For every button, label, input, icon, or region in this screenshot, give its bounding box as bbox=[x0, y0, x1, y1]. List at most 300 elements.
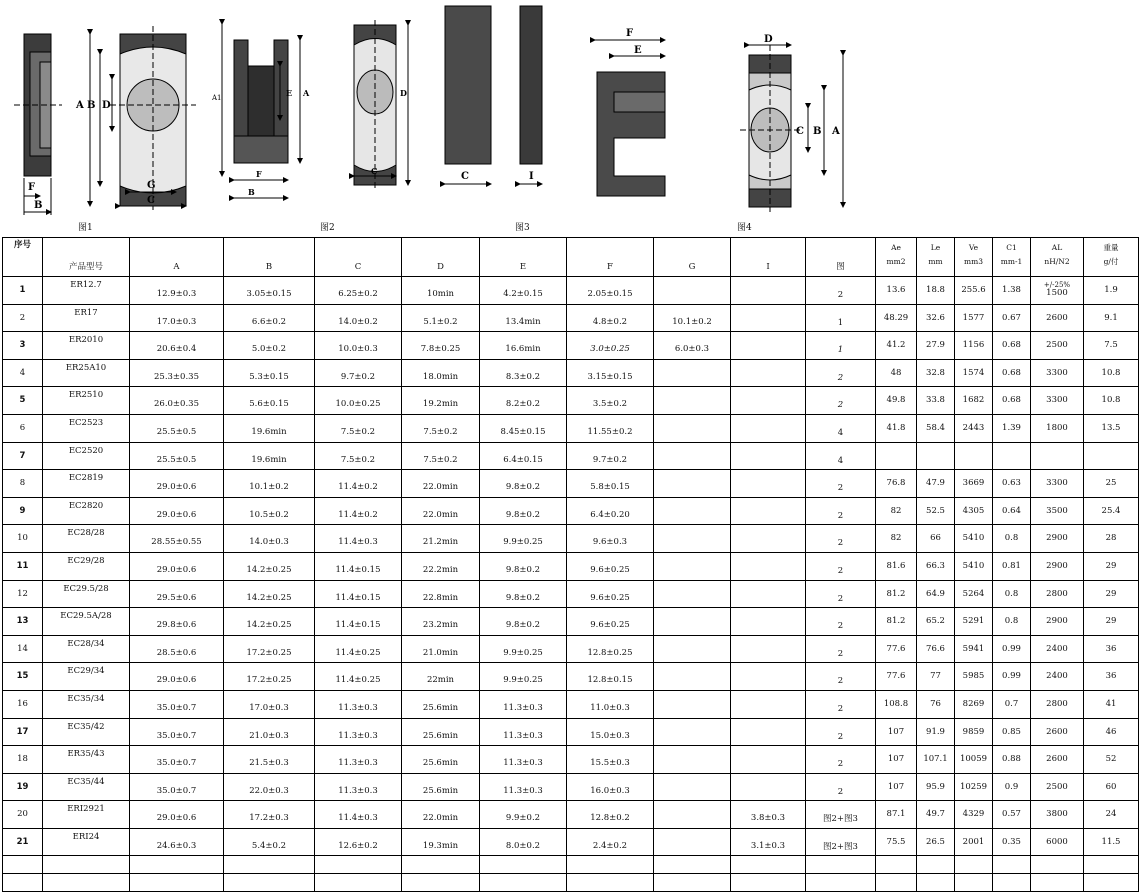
table-row bbox=[3, 414, 1139, 442]
cell-c1: 0.88 bbox=[993, 746, 1031, 774]
cell-dim-b: 17.2±0.3 bbox=[224, 801, 315, 829]
cell-model: ERI24 bbox=[43, 828, 130, 856]
cell-dim-g bbox=[654, 359, 731, 387]
cell-weight: 24 bbox=[1084, 801, 1139, 829]
cell-weight: 60 bbox=[1084, 773, 1139, 801]
cell-dim-b: 14.2±0.25 bbox=[224, 552, 315, 580]
cell-figure: 2 bbox=[806, 525, 876, 553]
cell-dim-f: 12.8±0.15 bbox=[567, 663, 654, 691]
cell-dim-e: 9.9±0.25 bbox=[480, 663, 567, 691]
cell-dim-f: 9.6±0.3 bbox=[567, 525, 654, 553]
cell-dim-d: 22.0min bbox=[402, 801, 480, 829]
cell-dim-b: 5.0±0.2 bbox=[224, 332, 315, 360]
cell-dim-i bbox=[731, 635, 806, 663]
cell-dim-i bbox=[731, 359, 806, 387]
cell-dim-e: 6.4±0.15 bbox=[480, 442, 567, 470]
cell-dim-b: 17.2±0.25 bbox=[224, 663, 315, 691]
cell-dim-b: 17.2±0.25 bbox=[224, 635, 315, 663]
cell-index: 13 bbox=[3, 608, 43, 636]
cell-dim-e: 16.6min bbox=[480, 332, 567, 360]
cell-model: EC35/42 bbox=[43, 718, 130, 746]
cell-dim-i bbox=[731, 497, 806, 525]
table-row bbox=[3, 470, 1139, 498]
core-drawings bbox=[0, 0, 1140, 236]
cell-dim-e: 9.8±0.2 bbox=[480, 608, 567, 636]
blank-cell bbox=[917, 856, 955, 874]
blank-cell bbox=[1084, 856, 1139, 874]
cell-dim-a: 35.0±0.7 bbox=[130, 773, 224, 801]
cell-ae: 48 bbox=[876, 359, 917, 387]
cell-dim-c: 11.4±0.3 bbox=[315, 525, 402, 553]
fig1-label-c: C bbox=[147, 195, 155, 206]
cell-le: 66 bbox=[917, 525, 955, 553]
cell-dim-g bbox=[654, 690, 731, 718]
cell-dim-g bbox=[654, 442, 731, 470]
cell-index: 10 bbox=[3, 525, 43, 553]
cell-dim-i bbox=[731, 746, 806, 774]
cell-figure: 2 bbox=[806, 497, 876, 525]
cell-figure: 1 bbox=[806, 332, 876, 360]
cell-al: 3300 bbox=[1031, 387, 1084, 415]
cell-dim-e: 9.8±0.2 bbox=[480, 580, 567, 608]
header-al: AL nH/N2 bbox=[1031, 238, 1084, 277]
cell-weight: 9.1 bbox=[1084, 304, 1139, 332]
cell-model: EC35/34 bbox=[43, 690, 130, 718]
fig1-label-d: D bbox=[102, 100, 111, 111]
header-b: B bbox=[224, 238, 315, 277]
fig2b-label-d: D bbox=[400, 88, 407, 98]
cell-dim-g bbox=[654, 580, 731, 608]
table-row bbox=[3, 690, 1139, 718]
cell-dim-d: 22.0min bbox=[402, 497, 480, 525]
cell-le: 58.4 bbox=[917, 414, 955, 442]
blank-cell bbox=[1031, 874, 1084, 892]
table-row bbox=[3, 801, 1139, 829]
cell-weight: 29 bbox=[1084, 608, 1139, 636]
cell-dim-i bbox=[731, 718, 806, 746]
cell-dim-i bbox=[731, 773, 806, 801]
cell-index: 6 bbox=[3, 414, 43, 442]
cell-le: 65.2 bbox=[917, 608, 955, 636]
cell-dim-a: 25.5±0.5 bbox=[130, 442, 224, 470]
cell-weight: 29 bbox=[1084, 580, 1139, 608]
cell-dim-e: 9.9±0.25 bbox=[480, 525, 567, 553]
cell-c1: 1.39 bbox=[993, 414, 1031, 442]
cell-c1: 1.38 bbox=[993, 277, 1031, 305]
cell-c1: 0.57 bbox=[993, 801, 1031, 829]
cell-ve bbox=[955, 442, 993, 470]
cell-dim-b: 19.6min bbox=[224, 414, 315, 442]
table-row bbox=[3, 277, 1139, 305]
cell-le: 52.5 bbox=[917, 497, 955, 525]
cell-ve: 1577 bbox=[955, 304, 993, 332]
cell-ve: 1156 bbox=[955, 332, 993, 360]
cell-dim-a: 28.55±0.55 bbox=[130, 525, 224, 553]
header-a: A bbox=[130, 238, 224, 277]
cell-le: 18.8 bbox=[917, 277, 955, 305]
table-row bbox=[3, 663, 1139, 691]
cell-dim-a: 28.5±0.6 bbox=[130, 635, 224, 663]
table-row bbox=[3, 332, 1139, 360]
cell-ve: 2001 bbox=[955, 828, 993, 856]
cell-model: ER35/43 bbox=[43, 746, 130, 774]
blank-cell bbox=[3, 856, 43, 874]
cell-weight: 52 bbox=[1084, 746, 1139, 774]
cell-model: EC35/44 bbox=[43, 773, 130, 801]
cell-ve: 5941 bbox=[955, 635, 993, 663]
cell-model: EC2520 bbox=[43, 442, 130, 470]
figure-caption-1: 图1 bbox=[78, 223, 93, 233]
cell-dim-c: 6.25±0.2 bbox=[315, 277, 402, 305]
cell-c1: 0.85 bbox=[993, 718, 1031, 746]
cell-dim-c: 7.5±0.2 bbox=[315, 414, 402, 442]
cell-dim-f: 16.0±0.3 bbox=[567, 773, 654, 801]
cell-ae: 77.6 bbox=[876, 635, 917, 663]
cell-ve: 5410 bbox=[955, 552, 993, 580]
cell-dim-g: 6.0±0.3 bbox=[654, 332, 731, 360]
cell-al: 2500 bbox=[1031, 773, 1084, 801]
cell-dim-i bbox=[731, 442, 806, 470]
cell-index: 5 bbox=[3, 387, 43, 415]
cell-dim-f: 11.0±0.3 bbox=[567, 690, 654, 718]
cell-dim-c: 11.3±0.3 bbox=[315, 718, 402, 746]
header-d: D bbox=[402, 238, 480, 277]
cell-al: 6000 bbox=[1031, 828, 1084, 856]
cell-dim-c: 11.4±0.15 bbox=[315, 552, 402, 580]
cell-le: 76.6 bbox=[917, 635, 955, 663]
table-row bbox=[3, 773, 1139, 801]
cell-model: EC2820 bbox=[43, 497, 130, 525]
cell-ae: 49.8 bbox=[876, 387, 917, 415]
cell-weight: 13.5 bbox=[1084, 414, 1139, 442]
cell-weight bbox=[1084, 442, 1139, 470]
table-row bbox=[3, 525, 1139, 553]
al-tolerance-note: +/-25% bbox=[1043, 280, 1071, 289]
cell-dim-b: 3.05±0.15 bbox=[224, 277, 315, 305]
header-model: 产品型号 bbox=[43, 238, 130, 277]
cell-dim-e: 4.2±0.15 bbox=[480, 277, 567, 305]
cell-dim-d: 22.2min bbox=[402, 552, 480, 580]
cell-index: 8 bbox=[3, 470, 43, 498]
fig4a-label-f: F bbox=[626, 28, 634, 39]
table-row bbox=[3, 828, 1139, 856]
cell-figure: 4 bbox=[806, 442, 876, 470]
cell-c1: 0.81 bbox=[993, 552, 1031, 580]
cell-dim-d: 25.6min bbox=[402, 690, 480, 718]
cell-figure: 2 bbox=[806, 773, 876, 801]
cell-weight: 11.5 bbox=[1084, 828, 1139, 856]
cell-weight: 29 bbox=[1084, 552, 1139, 580]
cell-dim-c: 10.0±0.25 bbox=[315, 387, 402, 415]
cell-ve: 10059 bbox=[955, 746, 993, 774]
cell-index: 19 bbox=[3, 773, 43, 801]
fig2b-label-c: C bbox=[371, 166, 378, 176]
blank-row bbox=[3, 874, 1139, 892]
cell-weight: 1.9 bbox=[1084, 277, 1139, 305]
cell-dim-c: 11.3±0.3 bbox=[315, 746, 402, 774]
cell-ve: 1574 bbox=[955, 359, 993, 387]
cell-model: ER25A10 bbox=[43, 359, 130, 387]
blank-cell bbox=[806, 856, 876, 874]
cell-dim-g bbox=[654, 470, 731, 498]
cell-index: 15 bbox=[3, 663, 43, 691]
cell-dim-b: 14.2±0.25 bbox=[224, 580, 315, 608]
header-i: I bbox=[731, 238, 806, 277]
cell-dim-i bbox=[731, 690, 806, 718]
cell-dim-a: 24.6±0.3 bbox=[130, 828, 224, 856]
table-row bbox=[3, 746, 1139, 774]
blank-cell bbox=[43, 874, 130, 892]
cell-ae bbox=[876, 442, 917, 470]
header-f: F bbox=[567, 238, 654, 277]
cell-weight: 25 bbox=[1084, 470, 1139, 498]
cell-weight: 25.4 bbox=[1084, 497, 1139, 525]
cell-figure: 2 bbox=[806, 470, 876, 498]
blank-cell bbox=[654, 874, 731, 892]
cell-dim-c: 11.4±0.15 bbox=[315, 608, 402, 636]
cell-weight: 10.8 bbox=[1084, 359, 1139, 387]
cell-dim-g bbox=[654, 663, 731, 691]
cell-dim-i bbox=[731, 470, 806, 498]
cell-model: EC29.5/28 bbox=[43, 580, 130, 608]
cell-dim-c: 11.4±0.2 bbox=[315, 497, 402, 525]
cell-al: 3300 bbox=[1031, 470, 1084, 498]
blank-cell bbox=[955, 874, 993, 892]
cell-ae: 75.5 bbox=[876, 828, 917, 856]
cell-dim-d: 5.1±0.2 bbox=[402, 304, 480, 332]
cell-dim-d: 23.2min bbox=[402, 608, 480, 636]
blank-cell bbox=[654, 856, 731, 874]
cell-figure: 2 bbox=[806, 387, 876, 415]
cell-al: 3800 bbox=[1031, 801, 1084, 829]
cell-dim-a: 29.0±0.6 bbox=[130, 470, 224, 498]
cell-le bbox=[917, 442, 955, 470]
cell-dim-i bbox=[731, 608, 806, 636]
cell-dim-a: 20.6±0.4 bbox=[130, 332, 224, 360]
cell-ve: 8269 bbox=[955, 690, 993, 718]
cell-index: 14 bbox=[3, 635, 43, 663]
cell-al: 1800 bbox=[1031, 414, 1084, 442]
fig1-label-g: G bbox=[147, 180, 156, 191]
cell-dim-i bbox=[731, 663, 806, 691]
cell-dim-f: 9.7±0.2 bbox=[567, 442, 654, 470]
cell-dim-b: 21.5±0.3 bbox=[224, 746, 315, 774]
table-row bbox=[3, 387, 1139, 415]
cell-dim-c: 12.6±0.2 bbox=[315, 828, 402, 856]
cell-dim-b: 19.6min bbox=[224, 442, 315, 470]
cell-dim-i: 3.1±0.3 bbox=[731, 828, 806, 856]
cell-le: 95.9 bbox=[917, 773, 955, 801]
cell-dim-b: 5.4±0.2 bbox=[224, 828, 315, 856]
cell-al: 2600 bbox=[1031, 746, 1084, 774]
cell-model: EC2819 bbox=[43, 470, 130, 498]
cell-al: 2600 bbox=[1031, 718, 1084, 746]
table-row bbox=[3, 552, 1139, 580]
cell-dim-a: 25.5±0.5 bbox=[130, 414, 224, 442]
cell-dim-g bbox=[654, 773, 731, 801]
cell-ae: 107 bbox=[876, 718, 917, 746]
figure-4b-drawing bbox=[740, 45, 843, 212]
fig1-label-a: A bbox=[76, 100, 84, 111]
cell-dim-c: 14.0±0.2 bbox=[315, 304, 402, 332]
cell-weight: 28 bbox=[1084, 525, 1139, 553]
cell-model: ER17 bbox=[43, 304, 130, 332]
cell-index: 1 bbox=[3, 277, 43, 305]
cell-dim-b: 14.2±0.25 bbox=[224, 608, 315, 636]
cell-ae: 81.6 bbox=[876, 552, 917, 580]
fig1-label-b: B bbox=[87, 100, 96, 111]
cell-dim-d: 22.8min bbox=[402, 580, 480, 608]
blank-cell bbox=[224, 856, 315, 874]
cell-weight: 7.5 bbox=[1084, 332, 1139, 360]
blank-cell bbox=[402, 874, 480, 892]
cell-c1 bbox=[993, 442, 1031, 470]
cell-dim-d: 22min bbox=[402, 663, 480, 691]
cell-index: 3 bbox=[3, 332, 43, 360]
cell-le: 77 bbox=[917, 663, 955, 691]
cell-ve: 2443 bbox=[955, 414, 993, 442]
cell-figure: 2 bbox=[806, 746, 876, 774]
cell-c1: 0.68 bbox=[993, 387, 1031, 415]
fig4a-label-e: E bbox=[634, 45, 642, 56]
cell-dim-a: 26.0±0.35 bbox=[130, 387, 224, 415]
cell-ae: 41.8 bbox=[876, 414, 917, 442]
blank-cell bbox=[224, 874, 315, 892]
cell-dim-g bbox=[654, 387, 731, 415]
cell-dim-a: 29.0±0.6 bbox=[130, 497, 224, 525]
cell-ve: 4329 bbox=[955, 801, 993, 829]
cell-dim-c: 11.4±0.3 bbox=[315, 801, 402, 829]
cell-al: 3300 bbox=[1031, 359, 1084, 387]
cell-dim-f: 11.55±0.2 bbox=[567, 414, 654, 442]
cell-dim-e: 11.3±0.3 bbox=[480, 718, 567, 746]
cell-dim-b: 22.0±0.3 bbox=[224, 773, 315, 801]
cell-dim-g bbox=[654, 414, 731, 442]
cell-dim-f: 12.8±0.25 bbox=[567, 635, 654, 663]
fig4b-label-c: C bbox=[796, 126, 804, 137]
cell-ae: 107 bbox=[876, 746, 917, 774]
cell-figure: 2 bbox=[806, 359, 876, 387]
blank-cell bbox=[130, 874, 224, 892]
cell-dim-i bbox=[731, 580, 806, 608]
blank-cell bbox=[1084, 874, 1139, 892]
cell-dim-a: 29.8±0.6 bbox=[130, 608, 224, 636]
cell-dim-d: 7.5±0.2 bbox=[402, 442, 480, 470]
cell-dim-f: 3.5±0.2 bbox=[567, 387, 654, 415]
cell-dim-g bbox=[654, 525, 731, 553]
cell-c1: 0.7 bbox=[993, 690, 1031, 718]
cell-index: 17 bbox=[3, 718, 43, 746]
cell-dim-c: 11.3±0.3 bbox=[315, 773, 402, 801]
cell-weight: 46 bbox=[1084, 718, 1139, 746]
cell-dim-f: 9.6±0.25 bbox=[567, 608, 654, 636]
cell-figure: 2 bbox=[806, 580, 876, 608]
cell-dim-g bbox=[654, 277, 731, 305]
cell-dim-e: 9.8±0.2 bbox=[480, 552, 567, 580]
cell-ae: 82 bbox=[876, 525, 917, 553]
table-row bbox=[3, 580, 1139, 608]
cell-figure: 2 bbox=[806, 663, 876, 691]
cell-le: 26.5 bbox=[917, 828, 955, 856]
blank-cell bbox=[731, 874, 806, 892]
cell-figure: 1 bbox=[806, 304, 876, 332]
blank-cell bbox=[43, 856, 130, 874]
cell-dim-e: 8.45±0.15 bbox=[480, 414, 567, 442]
cell-dim-f: 3.15±0.15 bbox=[567, 359, 654, 387]
blank-cell bbox=[993, 874, 1031, 892]
cell-index: 18 bbox=[3, 746, 43, 774]
cell-figure: 2 bbox=[806, 552, 876, 580]
cell-dim-d: 19.2min bbox=[402, 387, 480, 415]
blank-cell bbox=[876, 856, 917, 874]
cell-dim-e: 8.0±0.2 bbox=[480, 828, 567, 856]
blank-cell bbox=[806, 874, 876, 892]
cell-dim-f: 12.8±0.2 bbox=[567, 801, 654, 829]
cell-dim-a: 35.0±0.7 bbox=[130, 746, 224, 774]
figure-1-drawing bbox=[14, 26, 196, 215]
cell-dim-g bbox=[654, 718, 731, 746]
cell-le: 32.8 bbox=[917, 359, 955, 387]
cell-dim-b: 10.5±0.2 bbox=[224, 497, 315, 525]
fig2-label-b: B bbox=[248, 187, 255, 197]
cell-dim-a: 29.0±0.6 bbox=[130, 663, 224, 691]
cell-model: ER2510 bbox=[43, 387, 130, 415]
figure-4a-drawing bbox=[595, 40, 665, 196]
cell-c1: 0.8 bbox=[993, 525, 1031, 553]
table-header-row bbox=[3, 238, 1139, 277]
cell-dim-g: 10.1±0.2 bbox=[654, 304, 731, 332]
cell-al: 2900 bbox=[1031, 525, 1084, 553]
cell-dim-f: 5.8±0.15 bbox=[567, 470, 654, 498]
cell-dim-b: 6.6±0.2 bbox=[224, 304, 315, 332]
cell-dim-d: 7.8±0.25 bbox=[402, 332, 480, 360]
cell-dim-i bbox=[731, 304, 806, 332]
cell-c1: 0.8 bbox=[993, 580, 1031, 608]
blank-cell bbox=[130, 856, 224, 874]
cell-index: 7 bbox=[3, 442, 43, 470]
cell-le: 76 bbox=[917, 690, 955, 718]
cell-index: 20 bbox=[3, 801, 43, 829]
cell-model: EC29/34 bbox=[43, 663, 130, 691]
cell-dim-f: 3.0±0.25 bbox=[567, 332, 654, 360]
cell-index: 4 bbox=[3, 359, 43, 387]
cell-c1: 0.67 bbox=[993, 304, 1031, 332]
blank-cell bbox=[3, 874, 43, 892]
cell-c1: 0.9 bbox=[993, 773, 1031, 801]
blank-cell bbox=[315, 856, 402, 874]
cell-dim-d: 25.6min bbox=[402, 718, 480, 746]
cell-dim-f: 9.6±0.25 bbox=[567, 552, 654, 580]
cell-dim-c: 10.0±0.3 bbox=[315, 332, 402, 360]
blank-cell bbox=[567, 874, 654, 892]
cell-dim-i bbox=[731, 332, 806, 360]
cell-ve: 5985 bbox=[955, 663, 993, 691]
cell-figure: 图2+图3 bbox=[806, 828, 876, 856]
fig4b-label-b: B bbox=[813, 126, 822, 137]
cell-ve: 3669 bbox=[955, 470, 993, 498]
fig3-label-i: I bbox=[529, 171, 534, 182]
cell-ae: 82 bbox=[876, 497, 917, 525]
cell-dim-d: 25.6min bbox=[402, 746, 480, 774]
cell-le: 33.8 bbox=[917, 387, 955, 415]
cell-model: ERI2921 bbox=[43, 801, 130, 829]
header-figure: 图 bbox=[806, 238, 876, 277]
blank-cell bbox=[315, 874, 402, 892]
cell-dim-e: 9.8±0.2 bbox=[480, 470, 567, 498]
blank-cell bbox=[480, 874, 567, 892]
cell-figure: 2 bbox=[806, 690, 876, 718]
cell-dim-a: 29.5±0.6 bbox=[130, 580, 224, 608]
